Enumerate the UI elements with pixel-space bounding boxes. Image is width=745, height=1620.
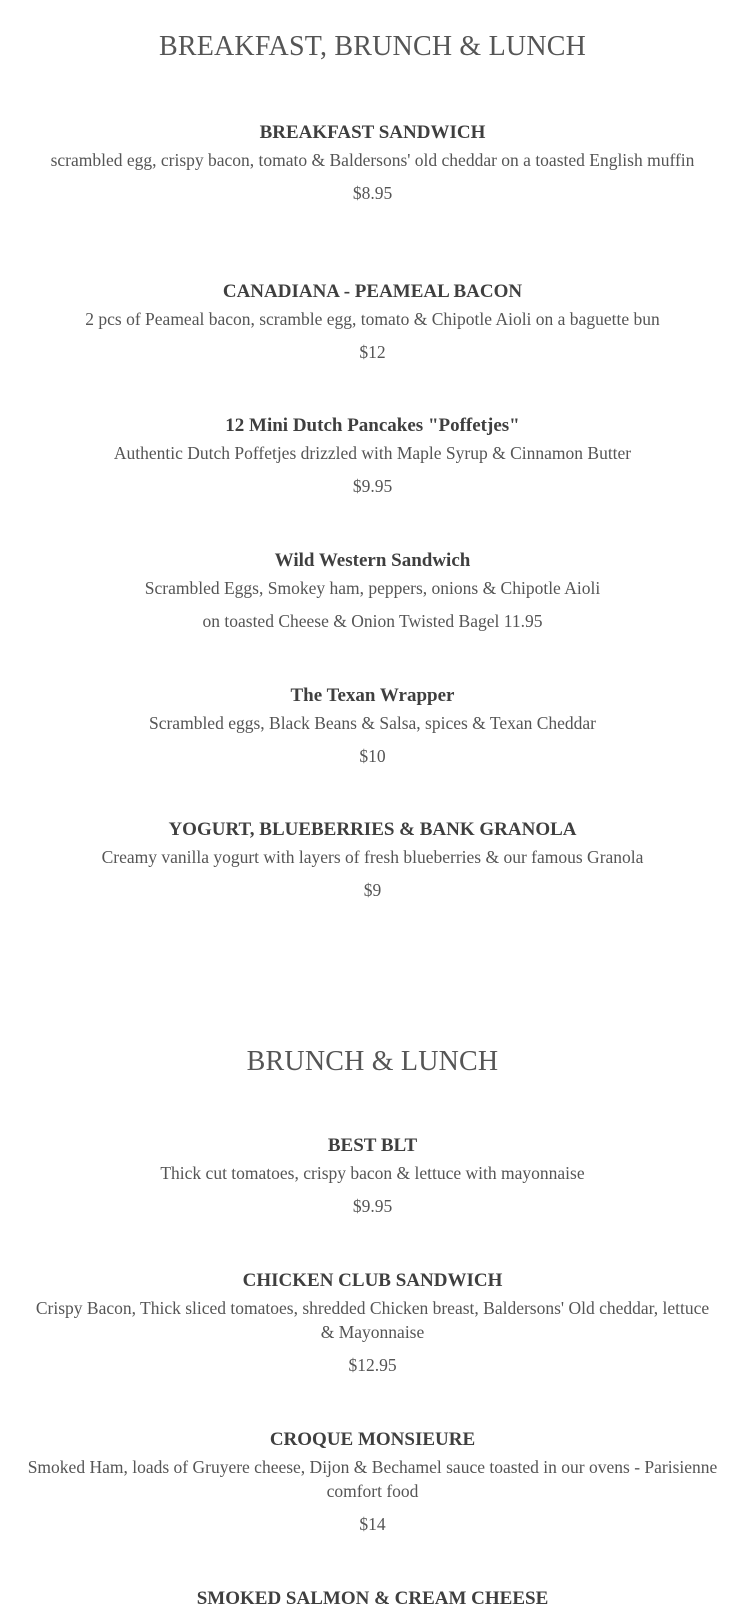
item-price: $12.95 (348, 1355, 397, 1375)
item-description: Crispy Bacon, Thick sliced tomatoes, shredded Chicken breast, Baldersons' Old cheddar, lettuce & Mayonnaise (35, 1298, 710, 1342)
item-price: $9 (363, 880, 382, 900)
item-name: BREAKFAST SANDWICH (259, 122, 486, 143)
item-description: Scrambled eggs, Black Beans & Salsa, spices & Texan Cheddar (148, 713, 597, 733)
item-name: CANADIANA - PEAMEAL BACON (222, 281, 523, 302)
section-title-brunch-lunch: BRUNCH & LUNCH (246, 1046, 499, 1077)
item-price: $9.95 (352, 1196, 393, 1216)
item-name: The Texan Wrapper (290, 685, 455, 706)
item-price: $12 (359, 342, 386, 362)
menu-item (20, 279, 725, 364)
item-price: $9.95 (352, 476, 393, 496)
item-description: Creamy vanilla yogurt with layers of fresh blueberries & our famous Granola (101, 847, 644, 867)
item-description: Authentic Dutch Poffetjes drizzled with Maple Syrup & Cinnamon Butter (113, 443, 632, 463)
item-description: Thick cut tomatoes, crispy bacon & lettuce with mayonnaise (160, 1163, 585, 1183)
item-name: 12 Mini Dutch Pancakes "Poffetjes" (225, 415, 520, 436)
item-name: SMOKED SALMON & CREAM CHEESE (196, 1588, 549, 1609)
item-description: Smoked Ham, loads of Gruyere cheese, Dijon & Bechamel sauce toasted in our ovens - Parisienne comfort food (27, 1457, 718, 1501)
item-price: $8.95 (352, 183, 393, 203)
item-description-line2: on toasted Cheese & Onion Twisted Bagel 11.95 (202, 611, 543, 631)
item-price: $10 (359, 746, 386, 766)
item-price: $14 (359, 1514, 386, 1534)
item-description: Scrambled Eggs, Smokey ham, peppers, onions & Chipotle Aioli (144, 578, 601, 598)
section-title-breakfast-brunch-lunch: BREAKFAST, BRUNCH & LUNCH (158, 31, 587, 62)
menu-item (20, 817, 725, 902)
item-name: BEST BLT (327, 1135, 418, 1156)
item-description: 2 pcs of Peameal bacon, scramble egg, tomato & Chipotle Aioli on a baguette bun (85, 309, 660, 329)
item-name: Wild Western Sandwich (274, 550, 471, 571)
item-name: CHICKEN CLUB SANDWICH (242, 1270, 503, 1291)
menu-item (20, 120, 725, 205)
item-name: CROQUE MONSIEURE (269, 1429, 476, 1450)
item-description: scrambled egg, crispy bacon, tomato & Baldersons' old cheddar on a toasted English muffin (50, 150, 695, 170)
menu-item (20, 1133, 725, 1218)
menu-item (20, 1268, 725, 1377)
menu-item (20, 1427, 725, 1536)
menu-item (20, 548, 725, 633)
item-name: YOGURT, BLUEBERRIES & BANK GRANOLA (168, 819, 577, 840)
menu-item (20, 413, 725, 498)
menu-item (20, 683, 725, 768)
menu-item (20, 1586, 725, 1612)
